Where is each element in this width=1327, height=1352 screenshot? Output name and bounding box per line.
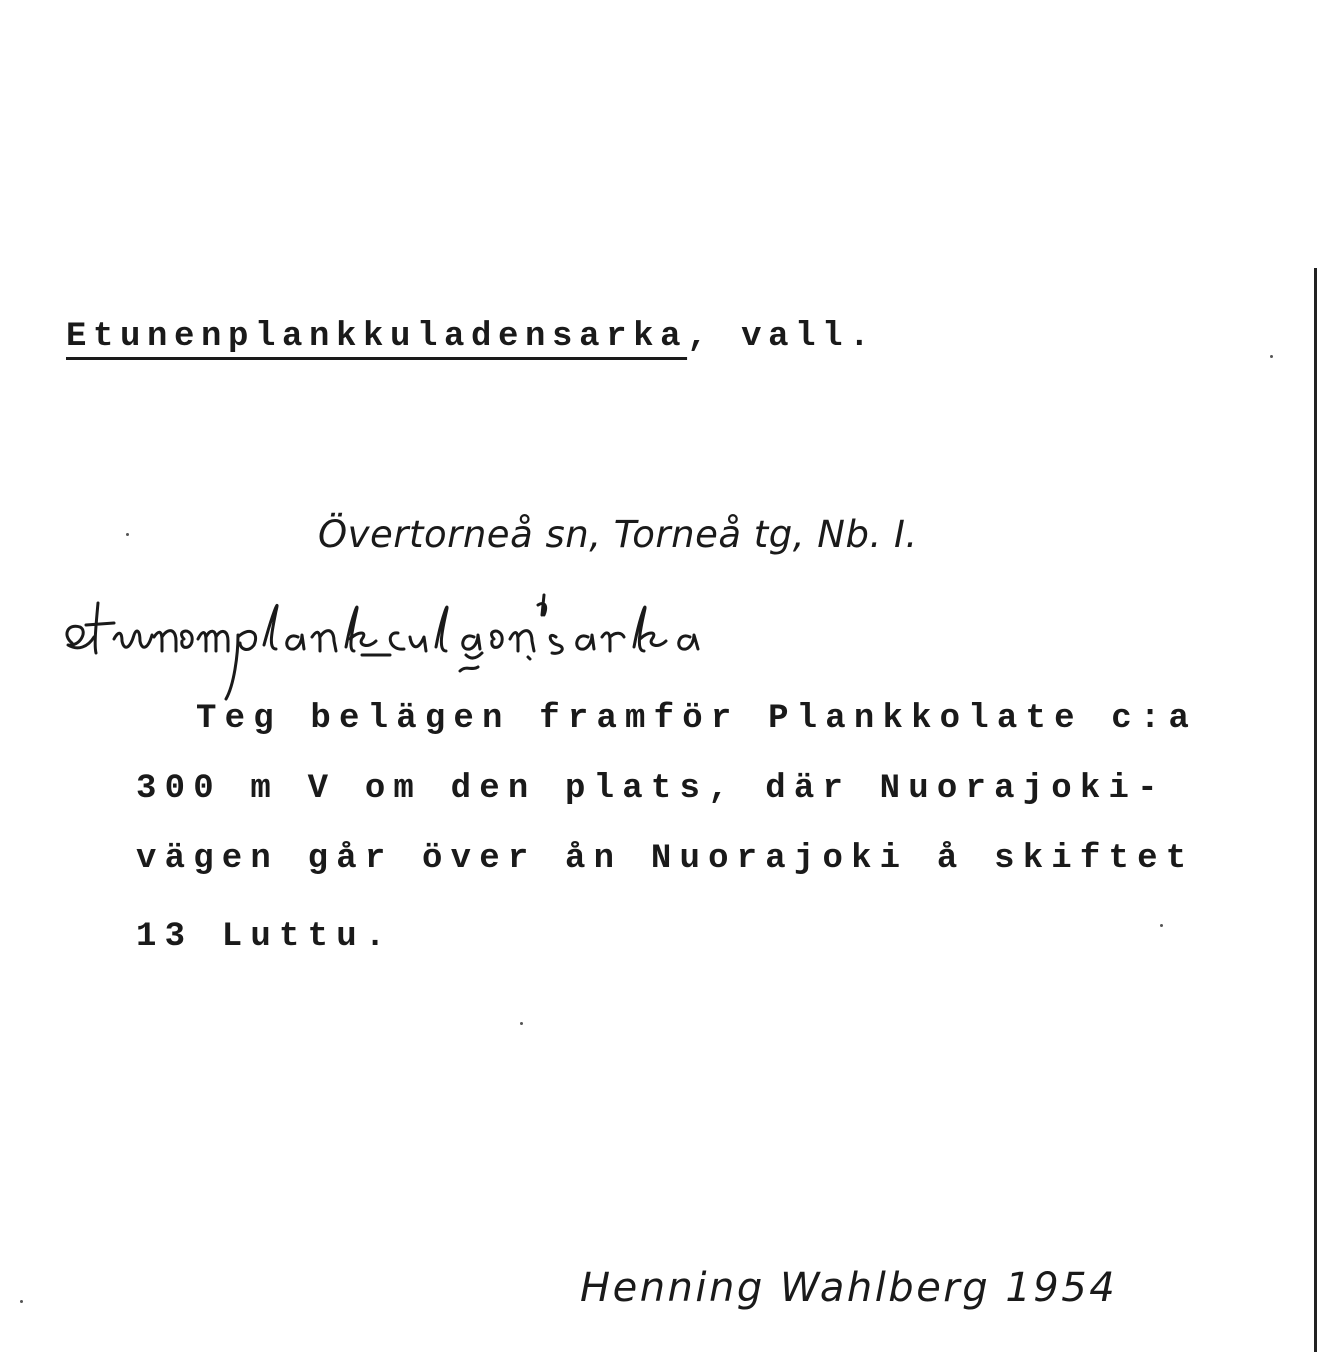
handwritten-form bbox=[58, 575, 1048, 705]
signature-stamp: Henning Wahlberg 1954 bbox=[580, 1265, 1118, 1311]
headword-line bbox=[66, 318, 876, 356]
description-line-1: Teg belägen framför Plankkolate c:a bbox=[196, 700, 1198, 738]
headword: Etunenplankkuladensarka bbox=[66, 318, 688, 356]
location-stamp: Övertorneå sn, Torneå tg, Nb. I. bbox=[318, 513, 918, 556]
speck bbox=[20, 1300, 23, 1303]
headword-suffix: , vall. bbox=[687, 318, 877, 356]
speck bbox=[1270, 355, 1273, 358]
description-line-2: 300 m V om den plats, där Nuorajoki- bbox=[136, 770, 1166, 808]
card-edge-line bbox=[1314, 268, 1317, 1352]
speck bbox=[520, 1022, 523, 1025]
speck bbox=[126, 533, 129, 536]
speck bbox=[1160, 924, 1163, 927]
description-line-3: vägen går över ån Nuorajoki å skiftet bbox=[136, 840, 1195, 878]
description-line-4: 13 Luttu. bbox=[136, 918, 394, 956]
